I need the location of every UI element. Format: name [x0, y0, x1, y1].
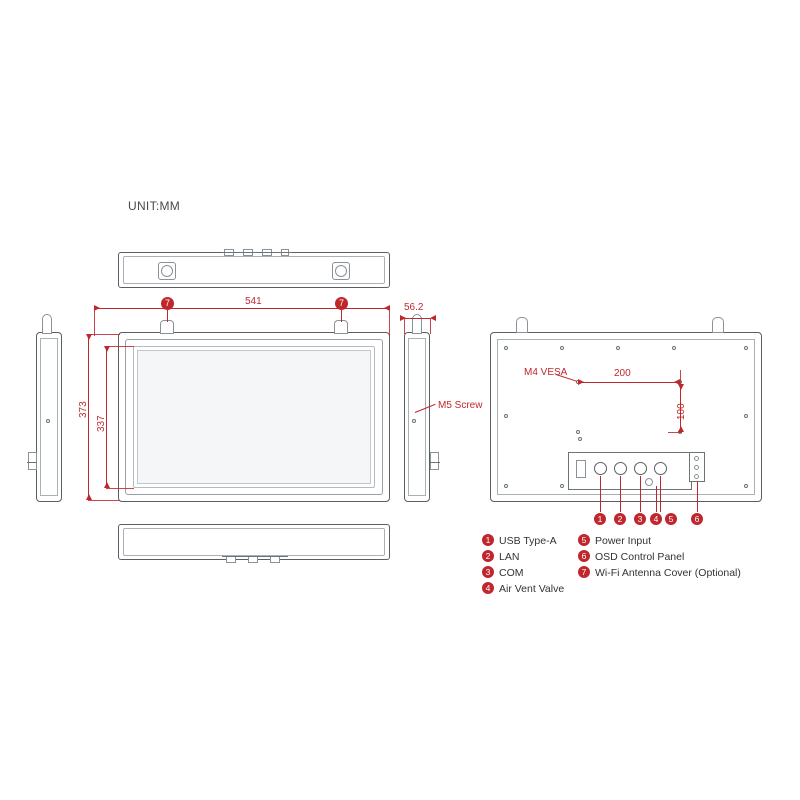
legend-num-2: 2 [482, 550, 494, 562]
dimension-100-label: 100 [676, 403, 687, 420]
m4-vesa-label: M4 VESA [524, 367, 568, 378]
dimension-56-2-label: 56.2 [404, 302, 424, 313]
dimension-373-label: 373 [78, 401, 89, 418]
m5-screw-label: M5 Screw [438, 400, 483, 411]
marker-2: 2 [614, 513, 626, 525]
legend-label-6: OSD Control Panel [595, 551, 685, 563]
marker-6: 6 [691, 513, 703, 525]
legend-num-4: 4 [482, 582, 494, 594]
legend-label-2: LAN [499, 551, 520, 563]
marker-7-right: 7 [335, 297, 348, 310]
legend-num-5: 5 [578, 534, 590, 546]
legend-label-3: COM [499, 567, 524, 579]
marker-4: 4 [650, 513, 662, 525]
marker-7-left: 7 [161, 297, 174, 310]
dimension-200-label: 200 [614, 368, 631, 379]
legend-label-7: Wi-Fi Antenna Cover (Optional) [595, 567, 741, 579]
legend-num-1: 1 [482, 534, 494, 546]
marker-5: 5 [665, 513, 677, 525]
legend-num-7: 7 [578, 566, 590, 578]
legend-label-1: USB Type-A [499, 535, 557, 547]
legend-num-6: 6 [578, 550, 590, 562]
legend-label-5: Power Input [595, 535, 652, 547]
legend-label-4: Air Vent Valve [499, 583, 565, 595]
unit-label: UNIT:MM [128, 199, 181, 213]
legend-num-3: 3 [482, 566, 494, 578]
marker-1: 1 [594, 513, 606, 525]
marker-3: 3 [634, 513, 646, 525]
dimension-337-label: 337 [96, 415, 107, 432]
dimension-541-label: 541 [245, 296, 262, 307]
